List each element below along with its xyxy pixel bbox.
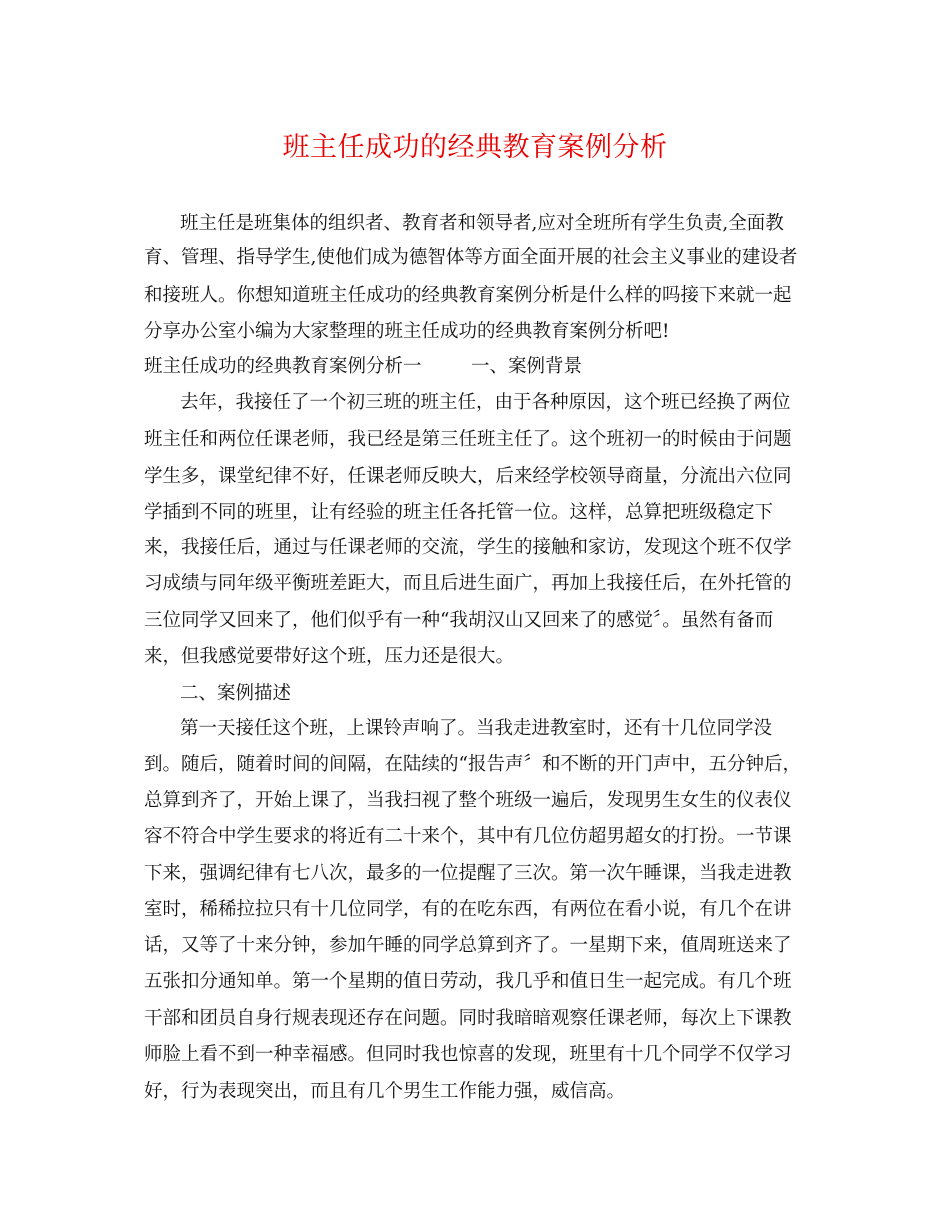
document-title: 班主任成功的经典教育案例分析 (282, 132, 668, 163)
paragraph-line: 总算到齐了，开始上课了，当我扫视了整个班级一遍后，发现男生女生的仪表仪 (144, 790, 792, 811)
paragraph-line: 容不符合中学生要求的将近有二十来个，其中有几位仿超男超女的打扮。一节课 (144, 826, 792, 847)
intro-line: 和接班人。你想知道班主任成功的经典教育案例分析是什么样的吗接下来就一起 (144, 285, 792, 306)
intro-line: 育、管理、指导学生,使他们成为德智体等方面全面开展的社会主义事业的建设者 (144, 247, 798, 268)
paragraph-line: 五张扣分通知单。第一个星期的值日劳动，我几乎和值日生一起完成。有几个班 (144, 971, 792, 992)
paragraph-line: 干部和团员自身行规表现还存在问题。同时我暗暗观察任课老师，每次上下课教 (144, 1008, 792, 1029)
intro-line: 班主任是班集体的组织者、教育者和领导者,应对全班所有学生负责,全面教 (180, 213, 784, 234)
paragraph-line: 下来，强调纪律有七八次，最多的一位提醒了三次。第一次午睡课，当我走进教 (144, 863, 792, 884)
case-heading: 班主任成功的经典教育案例分析一 (144, 356, 422, 377)
paragraph-line: 好，行为表现突出，而且有几个男生工作能力强，威信高。 (144, 1081, 626, 1102)
paragraph-line: 话，又等了十来分钟，参加午睡的同学总算到齐了。一星期下来，值周班送来了 (144, 935, 792, 956)
paragraph-line: 学插到不同的班里，让有经验的班主任各托管一位。这样，总算把班级稳定下 (144, 502, 774, 523)
paragraph-line: 师脸上看不到一种幸福感。但同时我也惊喜的发现，班里有十几个同学不仅学习 (144, 1044, 792, 1065)
paragraph-line: 到。随后，随着时间的间隔，在陆续的“报告声〞和不断的开门声中，五分钟后， (144, 754, 801, 775)
paragraph-line: 三位同学又回来了，他们似乎有一种“我胡汉山又回来了的感觉〞。虽然有备而 (144, 610, 774, 631)
paragraph-line: 第一天接任这个班，上课铃声响了。当我走进教室时，还有十几位同学没 (180, 718, 773, 739)
paragraph-line: 来，我接任后，通过与任课老师的交流，学生的接触和家访，发现这个班不仅学 (144, 537, 792, 558)
paragraph-line: 学生多，课堂纪律不好，任课老师反映大，后来经学校领导商量，分流出六位同 (144, 466, 792, 487)
paragraph-line: 室时，稀稀拉拉只有十几位同学，有的在吃东西，有两位在看小说，有几个在讲 (144, 899, 792, 920)
section-heading-description: 二、案例描述 (180, 683, 292, 704)
paragraph-line: 去年，我接任了一个初三班的班主任，由于各种原因，这个班已经换了两位 (180, 392, 791, 413)
paragraph-line: 来，但我感觉要带好这个班，压力还是很大。 (144, 646, 515, 667)
paragraph-line: 习成绩与同年级平衡班差距大，而且后进生面广，再加上我接任后，在外托管的 (144, 573, 792, 594)
intro-line: 分享办公室小编为大家整理的班主任成功的经典教育案例分析吧! (144, 321, 670, 342)
paragraph-line: 班主任和两位任课老师，我已经是第三任班主任了。这个班初一的时候由于问题 (144, 429, 792, 450)
section-heading-background: 一、案例背景 (471, 356, 583, 377)
